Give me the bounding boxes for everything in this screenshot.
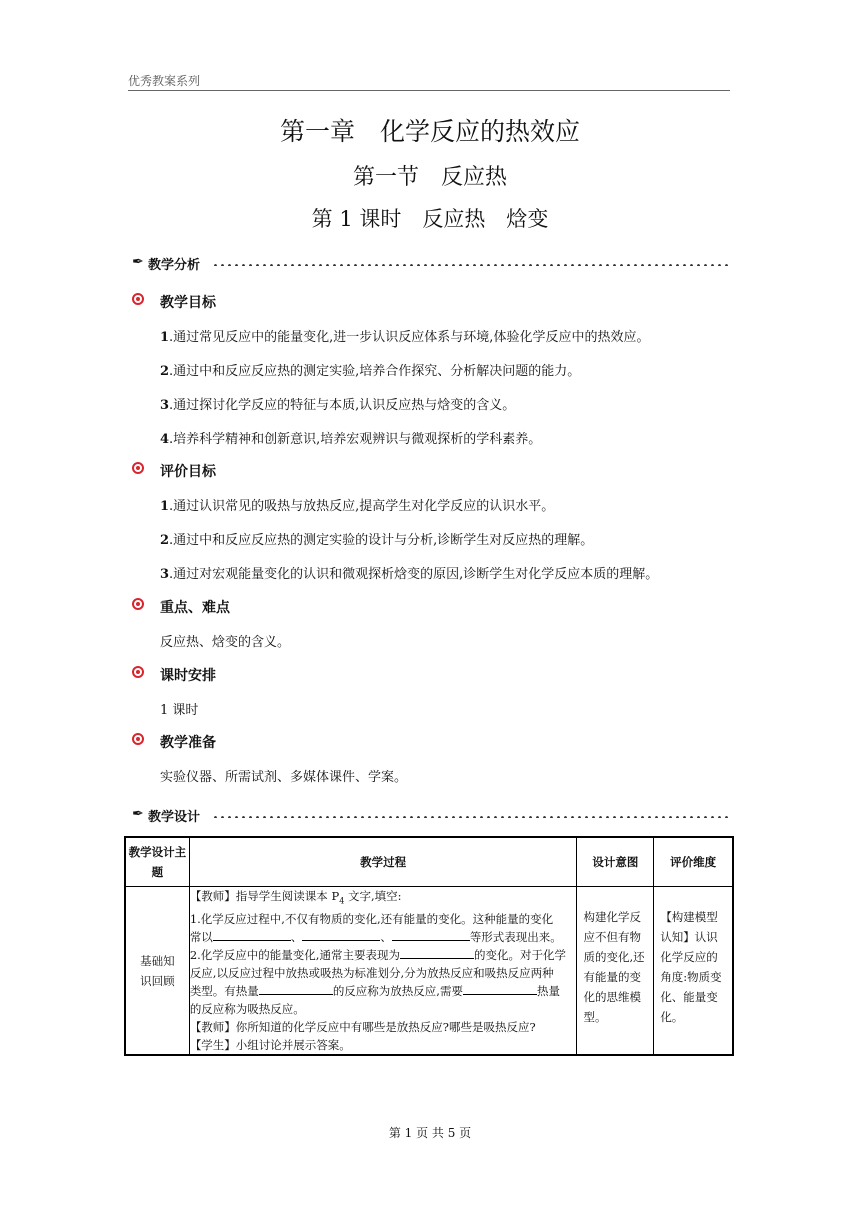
design-divider bbox=[132, 806, 732, 824]
fill-blank[interactable] bbox=[463, 982, 537, 995]
objective-item: 1.通过常见反应中的能量变化,进一步认识反应体系与环境,体验化学反应中的热效应。 bbox=[160, 330, 650, 345]
key-points-text: 反应热、焓变的含义。 bbox=[160, 635, 291, 650]
cell-evaluation: 【构建模型认知】认识化学反应的角度:物质变化、能量变化。 bbox=[654, 887, 733, 1056]
dotted-line bbox=[212, 264, 732, 266]
header-evaluation: 评价维度 bbox=[654, 837, 733, 887]
target-bullet-icon bbox=[132, 598, 144, 610]
cell-process: 【教师】指导学生阅读课本 $P_4$ 文字,填空: 1.化学反应过程中,不仅有物质的变化,还有能量的变化。这种能量的变化 常以 、 、 等形式表现出来。 2.化学反应中的能量变化,通常主要表现为 的变化。对于化学 反应,以反应过程中放热或吸热为标准划分,分为放热反应和吸热反应两种 类型。有热量 的反应称为放热反应,需要 热量 的反应称为吸热反应。 【教师】你所知道的化学反应中有哪些是放热反应?哪些是吸热反应? 【学生】小组讨论并展示答案。 bbox=[189, 887, 577, 1056]
header-process: 教学过程 bbox=[189, 837, 577, 887]
header-intent: 设计意图 bbox=[577, 837, 654, 887]
design-divider-label: 教学设计 bbox=[148, 810, 201, 825]
table-header-row bbox=[125, 837, 733, 887]
pen-icon: ✒ bbox=[132, 806, 144, 822]
fill-blank[interactable] bbox=[259, 982, 333, 995]
dotted-line bbox=[212, 816, 732, 818]
schedule-text: 1 课时 bbox=[160, 703, 199, 718]
target-bullet-icon bbox=[132, 293, 144, 305]
preparation-text: 实验仪器、所需试剂、多媒体课件、学案。 bbox=[160, 770, 408, 785]
series-label: 优秀教案系列 bbox=[128, 74, 201, 88]
objective-item: 2.通过中和反应反应热的测定实验,培养合作探究、分析解决问题的能力。 bbox=[160, 364, 581, 379]
fill-blank[interactable] bbox=[392, 928, 470, 941]
target-bullet-icon bbox=[132, 462, 144, 474]
fill-blank[interactable] bbox=[213, 928, 291, 941]
evaluation-item: 2.通过中和反应反应热的测定实验的设计与分析,诊断学生对反应热的理解。 bbox=[160, 533, 594, 548]
analysis-divider-label: 教学分析 bbox=[148, 258, 201, 273]
page-footer: 第 1 页 共 5 页 bbox=[388, 1126, 472, 1140]
fill-blank[interactable] bbox=[400, 946, 474, 959]
cell-theme: 基础知识回顾 bbox=[125, 887, 189, 1056]
fill-blank[interactable] bbox=[302, 928, 380, 941]
section-title: 第一节 反应热 bbox=[352, 165, 507, 190]
target-bullet-icon bbox=[132, 733, 144, 745]
design-table bbox=[124, 836, 734, 1056]
lesson-title: 第 1 课时 反应热 焓变 bbox=[311, 207, 549, 231]
cell-intent: 构建化学反应不但有物质的变化,还有能量的变化的思维模型。 bbox=[577, 887, 654, 1056]
header-theme: 教学设计主题 bbox=[125, 837, 189, 887]
evaluation-item: 3.通过对宏观能量变化的认识和微观探析焓变的原因,诊断学生对化学反应本质的理解。 bbox=[160, 567, 659, 582]
analysis-divider bbox=[132, 254, 732, 272]
target-bullet-icon bbox=[132, 666, 144, 678]
pen-icon: ✒ bbox=[132, 254, 144, 270]
table-row bbox=[125, 887, 733, 1056]
evaluation-item: 1.通过认识常见的吸热与放热反应,提高学生对化学反应的认识水平。 bbox=[160, 499, 555, 514]
objective-item: 4.培养科学精神和创新意识,培养宏观辨识与微观探析的学科素养。 bbox=[160, 432, 542, 447]
objective-item: 3.通过探讨化学反应的特征与本质,认识反应热与焓变的含义。 bbox=[160, 398, 516, 413]
page-header bbox=[128, 72, 730, 91]
chapter-title: 第一章 化学反应的热效应 bbox=[279, 117, 580, 146]
